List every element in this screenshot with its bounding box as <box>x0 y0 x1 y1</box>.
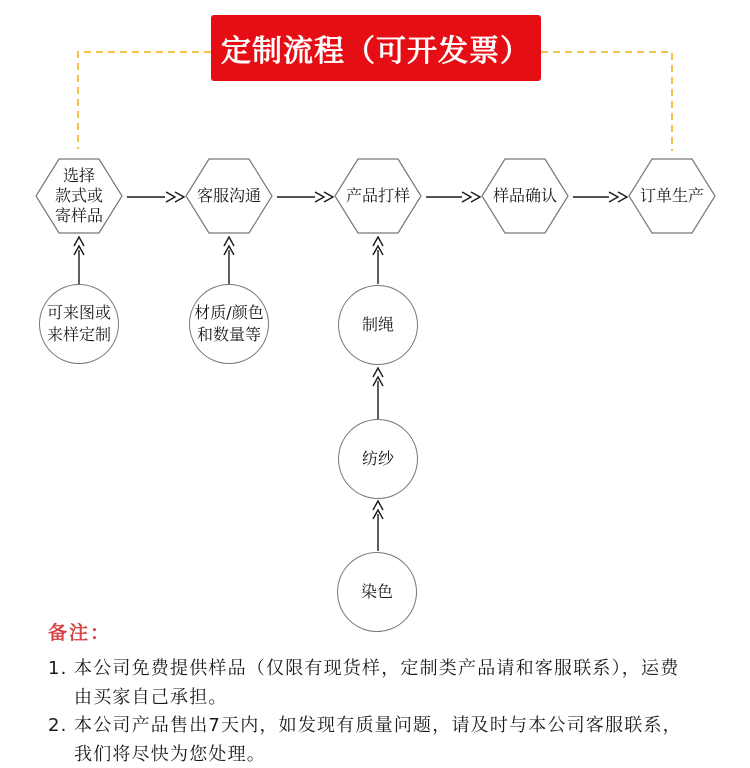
node-label-line: 制绳 <box>361 315 394 334</box>
node-label-line: 来样定制 <box>46 325 111 344</box>
flow-step-order-production <box>628 158 716 234</box>
node-label-line: 纺纱 <box>361 449 394 468</box>
flow-node-rope-making <box>338 285 418 365</box>
remark-text-line: 我们将尽快为您处理。 <box>74 743 266 765</box>
step-label-line: 寄样品 <box>54 206 103 225</box>
remark-text-line: 本公司免费提供样品（仅限有现货样，定制类产品请和客服联系），运费 <box>74 658 680 679</box>
remark-text <box>74 712 724 768</box>
arrow-up-icon-4 <box>373 368 383 419</box>
arrow-up-icon-2 <box>224 237 234 284</box>
arrow-up-icon-5 <box>373 501 383 551</box>
arrow-right-icon-2 <box>277 192 333 202</box>
flow-step-label <box>481 158 569 234</box>
flow-step-customer-service <box>185 158 273 234</box>
flow-step-sample-making <box>334 158 422 234</box>
node-label-line: 和数量等 <box>196 325 261 344</box>
dashed-connector-right <box>541 52 672 151</box>
flow-step-label <box>628 158 716 234</box>
flow-node-custom-by-image <box>39 284 119 364</box>
flow-step-label <box>35 158 123 234</box>
node-label-line: 染色 <box>360 582 393 601</box>
step-label-line: 选择 <box>62 166 95 185</box>
remark-item-2 <box>48 712 724 768</box>
flow-step-label <box>334 158 422 234</box>
flow-node-material-color <box>189 284 269 364</box>
flow-node-spinning <box>338 419 418 499</box>
arrow-right-icon-4 <box>573 192 627 202</box>
arrow-right-icon-1 <box>127 192 184 202</box>
step-label-line: 款式或 <box>54 186 103 205</box>
remark-number: 1. <box>48 658 68 679</box>
arrow-up-icon-3 <box>373 237 383 284</box>
step-label-line: 订单生产 <box>639 186 704 205</box>
remark-text-line: 本公司产品售出7天内，如发现有质量问题，请及时与本公司客服联系， <box>74 715 682 736</box>
remark-number: 2. <box>48 715 68 736</box>
flow-step-sample-confirm <box>481 158 569 234</box>
step-label-line: 产品打样 <box>345 186 410 205</box>
remark-text <box>74 655 724 712</box>
arrow-right-icon-3 <box>426 192 480 202</box>
flow-step-label <box>185 158 273 234</box>
banner-title-text: 定制流程（可开发票） <box>221 34 531 69</box>
remarks-heading: 备注： <box>48 622 112 644</box>
step-label-line: 客服沟通 <box>196 186 261 205</box>
node-label-line: 材质/颜色 <box>194 303 264 322</box>
node-label-line: 可来图或 <box>46 303 111 322</box>
remark-item-1 <box>48 655 724 712</box>
remarks-section <box>48 618 724 768</box>
step-label-line: 样品确认 <box>492 186 557 205</box>
remark-text-line: 由买家自己承担。 <box>74 686 228 708</box>
dashed-connector-left <box>78 52 211 149</box>
arrow-up-icon-1 <box>74 237 84 284</box>
flow-step-select-style <box>35 158 123 234</box>
banner-title <box>211 15 541 81</box>
